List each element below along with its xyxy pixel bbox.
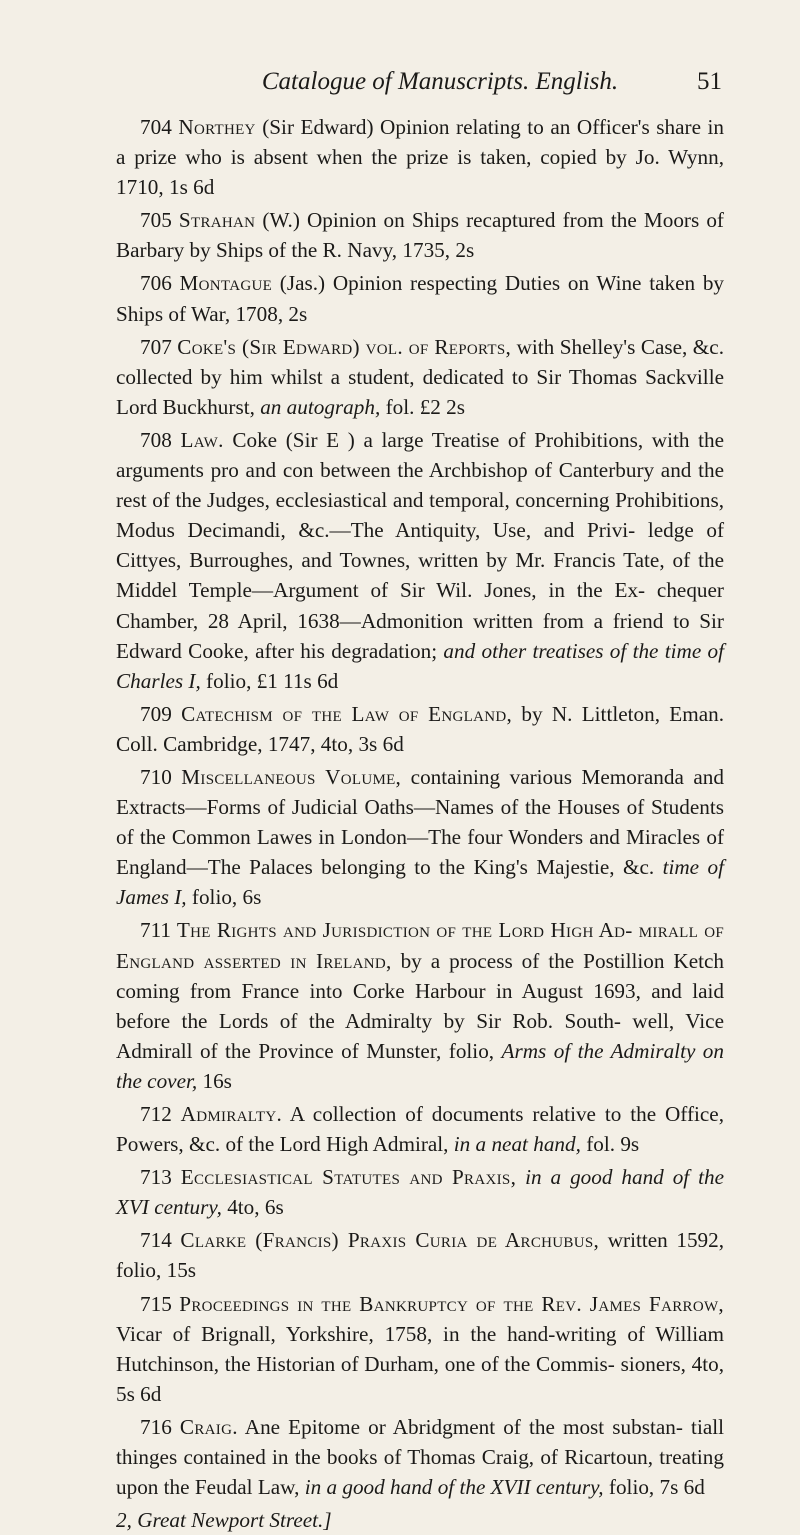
entry-italic-note: and other treatises of the time of Charles I, <box>116 638 725 693</box>
entry-italic-note: in a good hand of the XVII century, <box>304 1475 604 1500</box>
entry-heading: Coke's (Sir Edward) vol. of Reports, <box>177 334 512 359</box>
entry-number: 713 <box>140 1165 172 1190</box>
catalogue-entry-706 <box>116 268 724 328</box>
catalogue-entry-716 <box>116 1412 724 1502</box>
entry-price: folio, 6s <box>186 885 262 910</box>
entry-text: Ane Epitome or Abridgment of the most substan- tiall thinges contained in the books of Thomas Craig, of Ricartoun, treating upon the Feudal Law, <box>116 1414 725 1500</box>
entry-heading: Catechism of the Law of England, <box>181 701 513 726</box>
entry-text: containing various Memoranda and Extracts—Forms of Judicial Oaths—Names of the Houses of Students of the Common Lawes in London—The four Wonders and Miracles of England—The Palaces belonging to the King's Majestie, &c. <box>116 764 724 880</box>
catalogue-entry-714 <box>116 1225 724 1285</box>
entry-number: 710 <box>140 764 172 789</box>
entry-number: 714 <box>140 1228 172 1253</box>
entry-heading: Miscellaneous Volume, <box>181 764 402 789</box>
entry-price: fol. £2 2s <box>380 394 466 419</box>
entry-italic-note: in a good hand of the XVI century, <box>116 1165 725 1220</box>
entry-text: by a process of the Postillion Ketch coming from France into Corke Harbour in August 1693, and laid before the Lords of the Admiralty by Sir Rob. South- well, Vice Admirall of the Province of Munster, folio, <box>116 948 725 1063</box>
entry-text: Vicar of Brignall, Yorkshire, 1758, in the hand-writing of William Hutchinson, the Historian of Durham, one of the Commis- sioners, 4to, 5s 6d <box>116 1321 724 1406</box>
catalogue-entry-710 <box>116 762 724 912</box>
catalogue-entry-708 <box>116 425 724 696</box>
entry-text: (Sir Edward) Opinion relating to an Officer's share in a prize who is absent when the prize is taken, copied by Jo. Wynn, 1710, 1s 6d <box>116 115 725 200</box>
entry-heading: Northey <box>178 115 256 139</box>
entry-heading: Clarke (Francis) Praxis Curia de Archubus, <box>180 1228 600 1253</box>
entry-number: 708 <box>140 427 172 452</box>
entry-text: Coke (Sir E ) a large Treatise of Prohibitions, with the arguments pro and con between the Archbishop of Canterbury and the rest of the Judges, ecclesiastical and temporal, concerning Prohibitions, Modus Decimandi, &c.—The Antiquity, Use, and Privi- ledge of Cittyes, Burroughes, and Townes, written by Mr. Francis Tate, of the Middel Temple—Argument of Sir Wil. Jones, in the Ex- chequer Chamber, 28 April, 1638—Admonition written from a friend to Sir Edward Cooke, after his degradation; <box>116 427 725 663</box>
entry-heading: Law. <box>180 427 224 452</box>
page-title: Catalogue of Manuscripts. English. <box>261 68 619 95</box>
entry-italic-note: an autograph, <box>260 394 381 419</box>
catalogue-entry-711 <box>116 915 724 1096</box>
entry-heading: Admiralty. <box>180 1102 283 1126</box>
entry-heading: Ecclesiastical Statutes and Praxis, <box>180 1165 517 1190</box>
entry-text: (Jas.) Opinion respecting Duties on Wine taken by Ships of War, 1708, 2s <box>116 271 725 326</box>
entry-number: 704 <box>140 115 172 139</box>
entry-price: fol. 9s <box>580 1132 640 1157</box>
entry-text: written 1592, folio, 15s <box>116 1228 725 1283</box>
catalogue-entry-704 <box>116 112 724 202</box>
entry-number: 709 <box>140 701 172 726</box>
catalogue-entry-712 <box>116 1099 724 1159</box>
entry-text: by N. Littleton, Eman. Coll. Cambridge, 1747, 4to, 3s 6d <box>116 701 725 756</box>
running-head <box>116 68 724 102</box>
entry-number: 715 <box>140 1291 172 1316</box>
catalogue-entry-715 <box>116 1289 724 1409</box>
entry-number: 706 <box>140 271 172 296</box>
entry-price: folio, 7s 6d <box>603 1475 705 1500</box>
entry-text <box>516 1165 525 1189</box>
entry-text: A collection of documents relative to the Office, Powers, &c. of the Lord High Admiral, <box>116 1102 724 1157</box>
entry-number: 716 <box>140 1414 172 1439</box>
entry-heading: Proceedings in the Bankruptcy of the Rev. James Farrow, <box>179 1291 725 1316</box>
entry-text: (W.) Opinion on Ships recaptured from the Moors of Barbary by Ships of the R. Navy, 1735, 2s <box>116 208 724 263</box>
catalogue-entry-713 <box>116 1162 724 1222</box>
catalogue-entry-709 <box>116 699 724 759</box>
entry-heading: Strahan <box>178 208 256 233</box>
entry-italic-note: Arms of the Admiralty on the cover, <box>116 1038 724 1093</box>
entry-heading: Craig. <box>179 1414 238 1439</box>
entry-italic-note: in a neat hand, <box>453 1132 581 1157</box>
entry-heading: Montague <box>179 271 273 296</box>
entry-number: 711 <box>140 918 171 943</box>
page-number: 51 <box>697 68 722 95</box>
entry-number: 712 <box>140 1102 172 1126</box>
entry-number: 707 <box>140 334 172 359</box>
entry-price: folio, £1 11s 6d <box>200 668 339 693</box>
entry-price: 4to, 6s <box>221 1195 284 1220</box>
entry-heading: The Rights and Jurisdiction of the Lord High Ad- mirall of England asserted in Ireland, <box>116 918 724 973</box>
entry-italic-note: time of James I, <box>116 855 724 910</box>
publisher-address: 2, Great Newport Street.] <box>116 1508 332 1533</box>
catalogue-entry-705 <box>116 205 724 265</box>
entry-text: with Shelley's Case, &c. collected by him whilst a student, dedicated to Sir Thomas Sackville Lord Buckhurst, <box>116 334 724 419</box>
entry-price: 16s <box>197 1068 232 1093</box>
entry-number: 705 <box>140 208 172 233</box>
catalogue-entry-707 <box>116 332 724 422</box>
